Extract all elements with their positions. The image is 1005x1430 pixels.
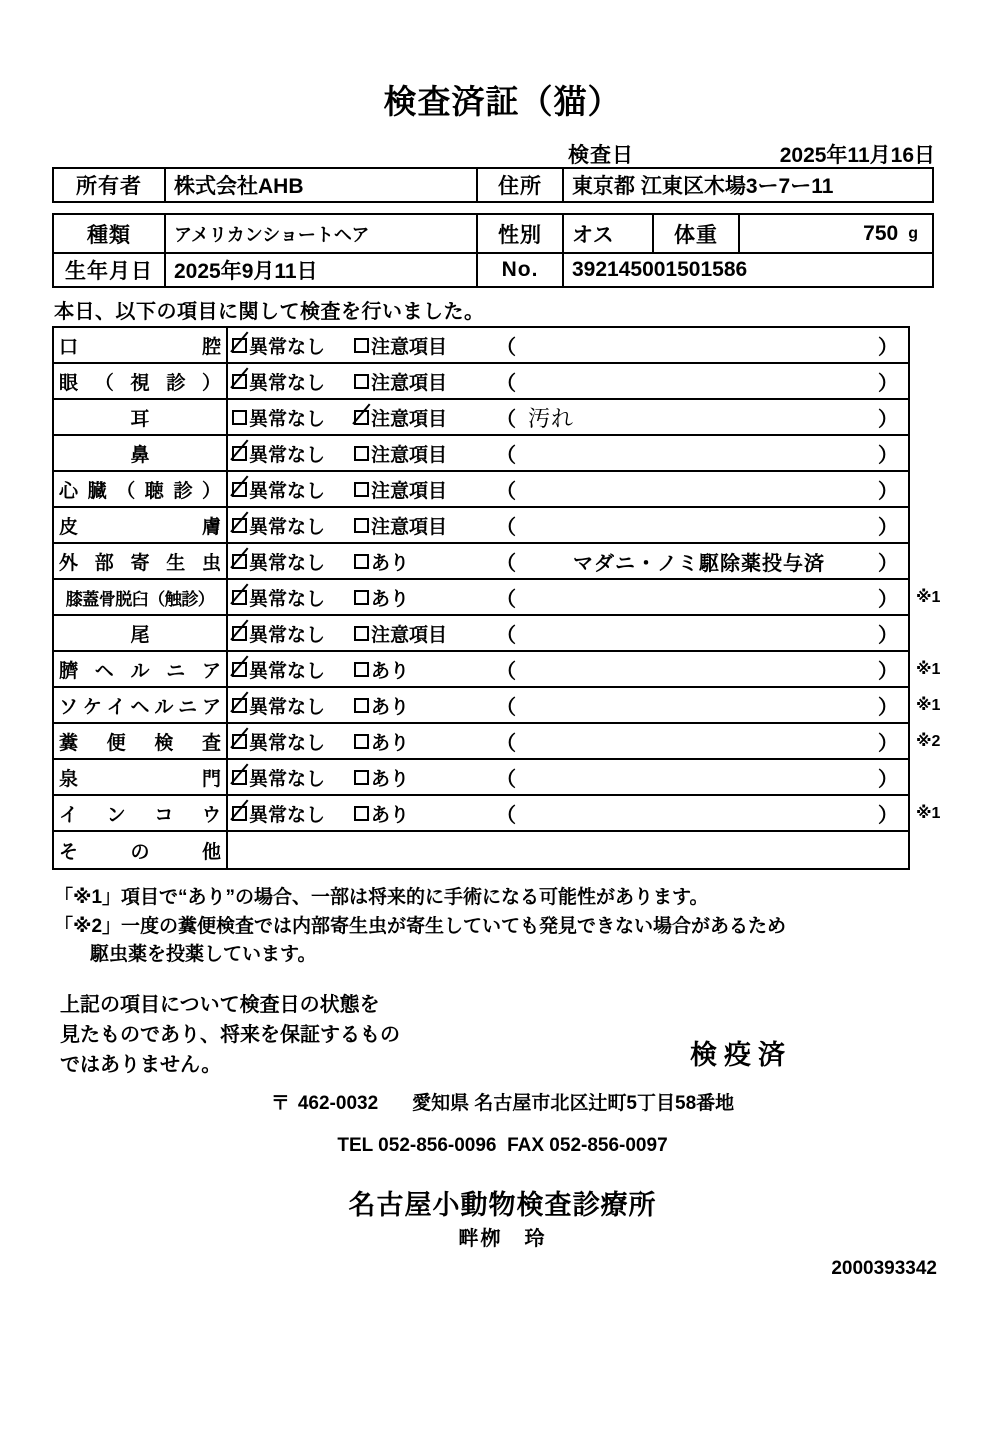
exam-remark-field[interactable] (490, 367, 908, 396)
clinic-address: 愛知県 名古屋市北区辻町5丁目58番地 (412, 1093, 735, 1114)
exam-row (54, 688, 941, 724)
exam-option-label: あり (371, 552, 410, 574)
exam-row (54, 760, 908, 796)
checkbox-secondary-icon[interactable] (354, 518, 369, 533)
exam-remark-field[interactable] (490, 691, 908, 720)
exam-option-label: 注意項目 (371, 372, 448, 394)
owner-label: 所有者 (76, 175, 142, 198)
exam-option-label: あり (371, 732, 410, 754)
checkbox-normal-icon[interactable] (232, 374, 247, 389)
checkbox-normal-icon[interactable] (232, 518, 247, 533)
checkbox-normal-icon[interactable] (232, 734, 247, 749)
checkbox-normal-icon[interactable] (232, 698, 247, 713)
paren-open: （ (496, 408, 516, 431)
address-label: 住所 (476, 169, 562, 201)
paren-close: ） (878, 336, 898, 359)
paren-close: ） (878, 624, 898, 647)
exam-option-label: 異常なし (249, 660, 326, 682)
exam-row (54, 436, 908, 472)
checkbox-secondary-icon[interactable] (354, 374, 369, 389)
checkbox-secondary-icon[interactable] (354, 626, 369, 641)
checkbox-normal-icon[interactable] (232, 446, 247, 461)
paren-open: （ (496, 444, 516, 467)
exam-row-options (228, 364, 908, 398)
exam-option[interactable] (232, 764, 354, 791)
exam-option[interactable] (232, 800, 354, 827)
paren-close: ） (878, 660, 898, 683)
footnotes (54, 884, 786, 970)
disclaimer (60, 990, 400, 1080)
birthdate-label: 生年月日 (65, 260, 153, 283)
veterinarian-name: 畔栁 玲 (458, 1228, 547, 1250)
exam-row-options (228, 580, 908, 614)
exam-option[interactable] (354, 728, 490, 755)
clinic-name: 名古屋小動物検査診療所 (348, 1190, 657, 1220)
checkbox-normal-icon[interactable] (232, 806, 247, 821)
exam-option-label: 注意項目 (371, 480, 448, 502)
exam-row (54, 652, 941, 688)
paren-close: ） (878, 480, 898, 503)
exam-option-label: 異常なし (249, 444, 326, 466)
exam-row (54, 472, 908, 508)
exam-row (54, 400, 908, 436)
exam-option[interactable] (354, 404, 490, 431)
exam-remark-field[interactable] (490, 583, 908, 612)
exam-option[interactable] (232, 728, 354, 755)
exam-option-label: 異常なし (249, 624, 326, 646)
exam-row-options (228, 760, 908, 794)
quarantine-stamp: 検疫済 (690, 1040, 792, 1070)
exam-option[interactable] (354, 476, 490, 503)
serial-number: 2000393342 (831, 1258, 937, 1279)
paren-open: （ (496, 552, 516, 575)
checkbox-secondary-icon[interactable] (354, 806, 369, 821)
exam-option-label: 異常なし (249, 516, 326, 538)
exam-row-options (228, 544, 908, 578)
checkbox-secondary-icon[interactable] (354, 662, 369, 677)
exam-row-options (228, 328, 908, 362)
paren-open: （ (496, 372, 516, 395)
exam-option[interactable] (354, 512, 490, 539)
footnote-marker: ※1 (916, 805, 941, 822)
paren-close: ） (878, 732, 898, 755)
footnote-marker: ※2 (916, 733, 941, 750)
checkbox-secondary-icon[interactable] (354, 770, 369, 785)
checkbox-normal-icon[interactable] (232, 338, 247, 353)
checkbox-normal-icon[interactable] (232, 410, 247, 425)
exam-row-label: 耳 (54, 400, 228, 434)
exam-option-label: 異常なし (249, 732, 326, 754)
exam-option-label: 異常なし (249, 552, 326, 574)
checkbox-normal-icon[interactable] (232, 770, 247, 785)
exam-row-options (228, 688, 908, 722)
owner-value: 株式会社AHB (164, 169, 476, 201)
exam-row-options (228, 400, 908, 434)
exam-option[interactable] (232, 692, 354, 719)
exam-option[interactable] (232, 656, 354, 683)
exam-row-options (228, 724, 908, 758)
exam-remark-field[interactable] (490, 475, 908, 504)
exam-option-label: 注意項目 (371, 444, 448, 466)
paren-close: ） (878, 408, 898, 431)
exam-remark-field[interactable] (490, 403, 908, 432)
exam-option-label: 異常なし (249, 804, 326, 826)
postal-mark-icon: 〒 (270, 1093, 290, 1114)
exam-option-label: 注意項目 (371, 336, 448, 358)
checkbox-normal-icon[interactable] (232, 482, 247, 497)
clinic-contact-line (0, 1135, 1005, 1157)
exam-option[interactable] (232, 368, 354, 395)
exam-row (54, 508, 908, 544)
exam-option[interactable] (232, 584, 354, 611)
exam-option[interactable] (354, 368, 490, 395)
paren-close: ） (878, 372, 898, 395)
clinic-tel: TEL 052-856-0096 (337, 1135, 497, 1156)
checkbox-secondary-icon[interactable] (354, 482, 369, 497)
exam-option-label: 注意項目 (371, 624, 448, 646)
exam-option[interactable] (354, 548, 490, 575)
exam-row-label: 臍 ヘ ル ニ ア (54, 652, 228, 686)
paren-open: （ (496, 588, 516, 611)
exam-option[interactable] (232, 440, 354, 467)
exam-option[interactable] (232, 476, 354, 503)
exam-row-label: 糞 便 検 査 (54, 724, 228, 758)
no-value: 392145001501586 (562, 254, 932, 286)
exam-option-label: 異常なし (249, 480, 326, 502)
exam-option-label: 異常なし (249, 588, 326, 610)
paren-open: （ (496, 660, 516, 683)
exam-option-label: 異常なし (249, 336, 326, 358)
exam-row (54, 580, 941, 616)
exam-row-options (228, 436, 908, 470)
exam-table (52, 326, 941, 870)
exam-option[interactable] (232, 332, 354, 359)
exam-remark-field[interactable] (490, 655, 908, 684)
exam-row-label: 心 臓 （ 聴 診 ） (54, 472, 228, 506)
clinic-fax: FAX 052-856-0097 (507, 1135, 668, 1156)
exam-option[interactable] (354, 692, 490, 719)
exam-row-label: そ の 他 (54, 832, 228, 868)
exam-option-label: あり (371, 660, 410, 682)
sex-label: 性別 (476, 215, 562, 252)
exam-row-label: イ ン コ ウ (54, 796, 228, 830)
exam-row (54, 832, 908, 868)
paren-close: ） (878, 444, 898, 467)
paren-open: （ (496, 516, 516, 539)
exam-row (54, 328, 908, 364)
footnote-1: 「※1」項目で“あり”の場合、一部は将来的に手術になる可能性があります。 (54, 887, 709, 908)
kind-value: アメリカンショートヘア (164, 215, 476, 252)
exam-row (54, 364, 908, 400)
exam-row-options (228, 616, 908, 650)
paren-open: （ (496, 696, 516, 719)
exam-row (54, 616, 908, 652)
checkbox-secondary-icon[interactable] (354, 554, 369, 569)
exam-row (54, 724, 941, 760)
exam-remark-value: マダニ・ノミ駆除薬投与済 (573, 552, 825, 575)
exam-row (54, 796, 941, 832)
exam-remark-field[interactable] (490, 763, 908, 792)
footnote-marker: ※1 (916, 589, 941, 606)
exam-row-label: 泉 門 (54, 760, 228, 794)
animal-info-row-2 (54, 252, 932, 286)
exam-option[interactable] (354, 620, 490, 647)
exam-remark-field[interactable] (490, 331, 908, 360)
exam-option-label: 注意項目 (371, 408, 448, 430)
animal-info-box (52, 213, 934, 288)
exam-remark-field[interactable] (490, 619, 908, 648)
paren-open: （ (496, 624, 516, 647)
exam-option[interactable] (354, 332, 490, 359)
exam-date-row (540, 139, 935, 165)
paren-close: ） (878, 552, 898, 575)
checkbox-secondary-icon[interactable] (354, 446, 369, 461)
exam-date-label: 検査日 (568, 144, 634, 167)
exam-option[interactable] (354, 800, 490, 827)
footnote-marker: ※1 (916, 697, 941, 714)
checkbox-secondary-icon[interactable] (354, 338, 369, 353)
paren-close: ） (878, 768, 898, 791)
checkbox-normal-icon[interactable] (232, 590, 247, 605)
clinic-address-line (0, 1088, 1005, 1115)
checkbox-normal-icon[interactable] (232, 626, 247, 641)
exam-row-label: 尾 (54, 616, 228, 650)
page-title: 検査済証（猫） (383, 83, 622, 120)
no-label: No. (476, 254, 562, 286)
exam-row-label: 外 部 寄 生 虫 (54, 544, 228, 578)
exam-option[interactable] (354, 440, 490, 467)
exam-option[interactable] (232, 404, 354, 431)
exam-row-label: 膝蓋骨脱臼（触診） (54, 580, 228, 614)
footnote-marker: ※1 (916, 661, 941, 678)
paren-close: ） (878, 516, 898, 539)
checkbox-secondary-icon[interactable] (354, 590, 369, 605)
exam-remark-field[interactable] (490, 547, 908, 576)
exam-remark-field[interactable] (490, 727, 908, 756)
exam-option[interactable] (232, 512, 354, 539)
exam-option-label: あり (371, 696, 410, 718)
exam-option-label: 異常なし (249, 768, 326, 790)
exam-row (54, 544, 908, 580)
paren-open: （ (496, 732, 516, 755)
disclaimer-line-3: ではありません。 (60, 1054, 222, 1076)
exam-option-label: 注意項目 (371, 516, 448, 538)
exam-option-label: 異常なし (249, 372, 326, 394)
paren-close: ） (878, 696, 898, 719)
paren-open: （ (496, 804, 516, 827)
owner-info-box (52, 167, 934, 203)
exam-row-label: 眼 （ 視 診 ） (54, 364, 228, 398)
weight-value: 750 (863, 221, 899, 245)
paren-close: ） (878, 804, 898, 827)
paren-open: （ (496, 480, 516, 503)
exam-row-options (228, 652, 908, 686)
exam-row-label: ソ ケ イ ヘ ル ニ ア (54, 688, 228, 722)
exam-row-options (228, 796, 908, 830)
checkbox-secondary-icon[interactable] (354, 698, 369, 713)
exam-remark-value: 汚れ (528, 406, 575, 432)
checkbox-secondary-icon[interactable] (354, 410, 369, 425)
exam-row-label: 鼻 (54, 436, 228, 470)
checkbox-secondary-icon[interactable] (354, 734, 369, 749)
footnote-3: 駆虫薬を投薬しています。 (90, 944, 317, 965)
exam-remark-field[interactable] (490, 439, 908, 468)
paren-open: （ (496, 768, 516, 791)
disclaimer-line-1: 上記の項目について検査日の状態を (60, 994, 380, 1016)
address-value: 東京都 江東区木場3ー7ー11 (562, 169, 932, 201)
exam-row-label: 口 腔 (54, 328, 228, 362)
clinic-zip: 462-0032 (297, 1093, 379, 1114)
exam-row-options (228, 508, 908, 542)
exam-row-options (228, 832, 908, 868)
exam-option[interactable] (232, 620, 354, 647)
checkbox-normal-icon[interactable] (232, 662, 247, 677)
disclaimer-line-2: 見たものであり、将来を保証するもの (60, 1024, 400, 1046)
exam-option-label: 異常なし (249, 408, 326, 430)
weight-unit: g (908, 224, 918, 242)
exam-remark-field[interactable] (490, 511, 908, 540)
paren-close: ） (878, 588, 898, 611)
exam-option-label: あり (371, 804, 410, 826)
intro-text: 本日、以下の項目に関して検査を行いました。 (54, 301, 485, 323)
sex-value: オス (562, 215, 652, 252)
exam-option-label: あり (371, 588, 410, 610)
animal-info-row-1 (54, 215, 932, 252)
exam-option[interactable] (354, 584, 490, 611)
kind-label: 種類 (87, 223, 131, 247)
checkbox-normal-icon[interactable] (232, 554, 247, 569)
footnote-2: 「※2」一度の糞便検査では内部寄生虫が寄生していても発見できない場合があるため (54, 915, 787, 937)
exam-remark-field[interactable] (490, 799, 908, 828)
exam-option-label: 異常なし (249, 696, 326, 718)
exam-date-value: 2025年11月16日 (779, 144, 935, 167)
weight-value-cell (738, 215, 932, 252)
paren-open: （ (496, 336, 516, 359)
exam-option[interactable] (354, 764, 490, 791)
exam-option-label: あり (371, 768, 410, 790)
birthdate-value: 2025年9月11日 (164, 254, 476, 286)
exam-option[interactable] (232, 548, 354, 575)
exam-row-label: 皮 膚 (54, 508, 228, 542)
exam-row-options (228, 472, 908, 506)
exam-option[interactable] (354, 656, 490, 683)
weight-label: 体重 (652, 215, 738, 252)
